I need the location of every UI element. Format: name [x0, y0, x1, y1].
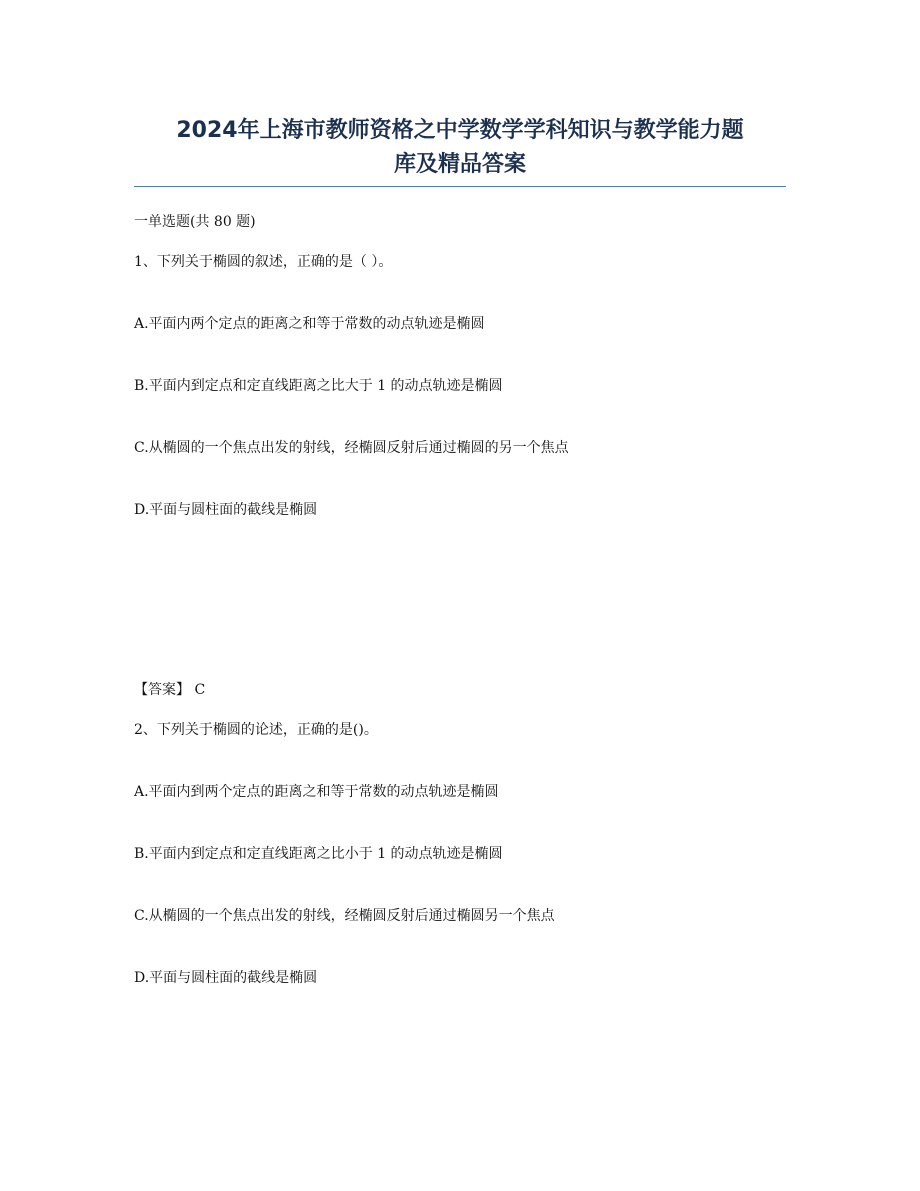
document-title	[134, 114, 786, 182]
question-2-option-a: A.平面内到两个定点的距离之和等于常数的动点轨迹是椭圆	[134, 784, 499, 800]
question-1-answer: 【答案】 C	[134, 682, 206, 698]
question-2-stem: 2、下列关于椭圆的论述，正确的是()。	[134, 722, 378, 738]
question-1-option-b: B.平面内到定点和定直线距离之比大于 1 的动点轨迹是椭圆	[134, 378, 503, 394]
question-1-option-d: D.平面与圆柱面的截线是椭圆	[134, 502, 318, 518]
question-2-option-b: B.平面内到定点和定直线距离之比小于 1 的动点轨迹是椭圆	[134, 846, 503, 862]
title-underline	[134, 186, 786, 187]
title-line-2: 库及精品答案	[393, 152, 526, 177]
title-line-1: 2024年上海市教师资格之中学数学学科知识与教学能力题	[176, 118, 744, 143]
question-2-option-d: D.平面与圆柱面的截线是椭圆	[134, 970, 318, 986]
question-2-option-c: C.从椭圆的一个焦点出发的射线，经椭圆反射后通过椭圆另一个焦点	[134, 908, 555, 924]
section-heading: 一单选题(共 80 题)	[134, 214, 256, 230]
question-1-option-a: A.平面内两个定点的距离之和等于常数的动点轨迹是椭圆	[134, 316, 485, 332]
question-1-stem: 1、下列关于椭圆的叙述，正确的是（ ）。	[134, 254, 393, 270]
question-1-option-c: C.从椭圆的一个焦点出发的射线，经椭圆反射后通过椭圆的另一个焦点	[134, 440, 569, 456]
